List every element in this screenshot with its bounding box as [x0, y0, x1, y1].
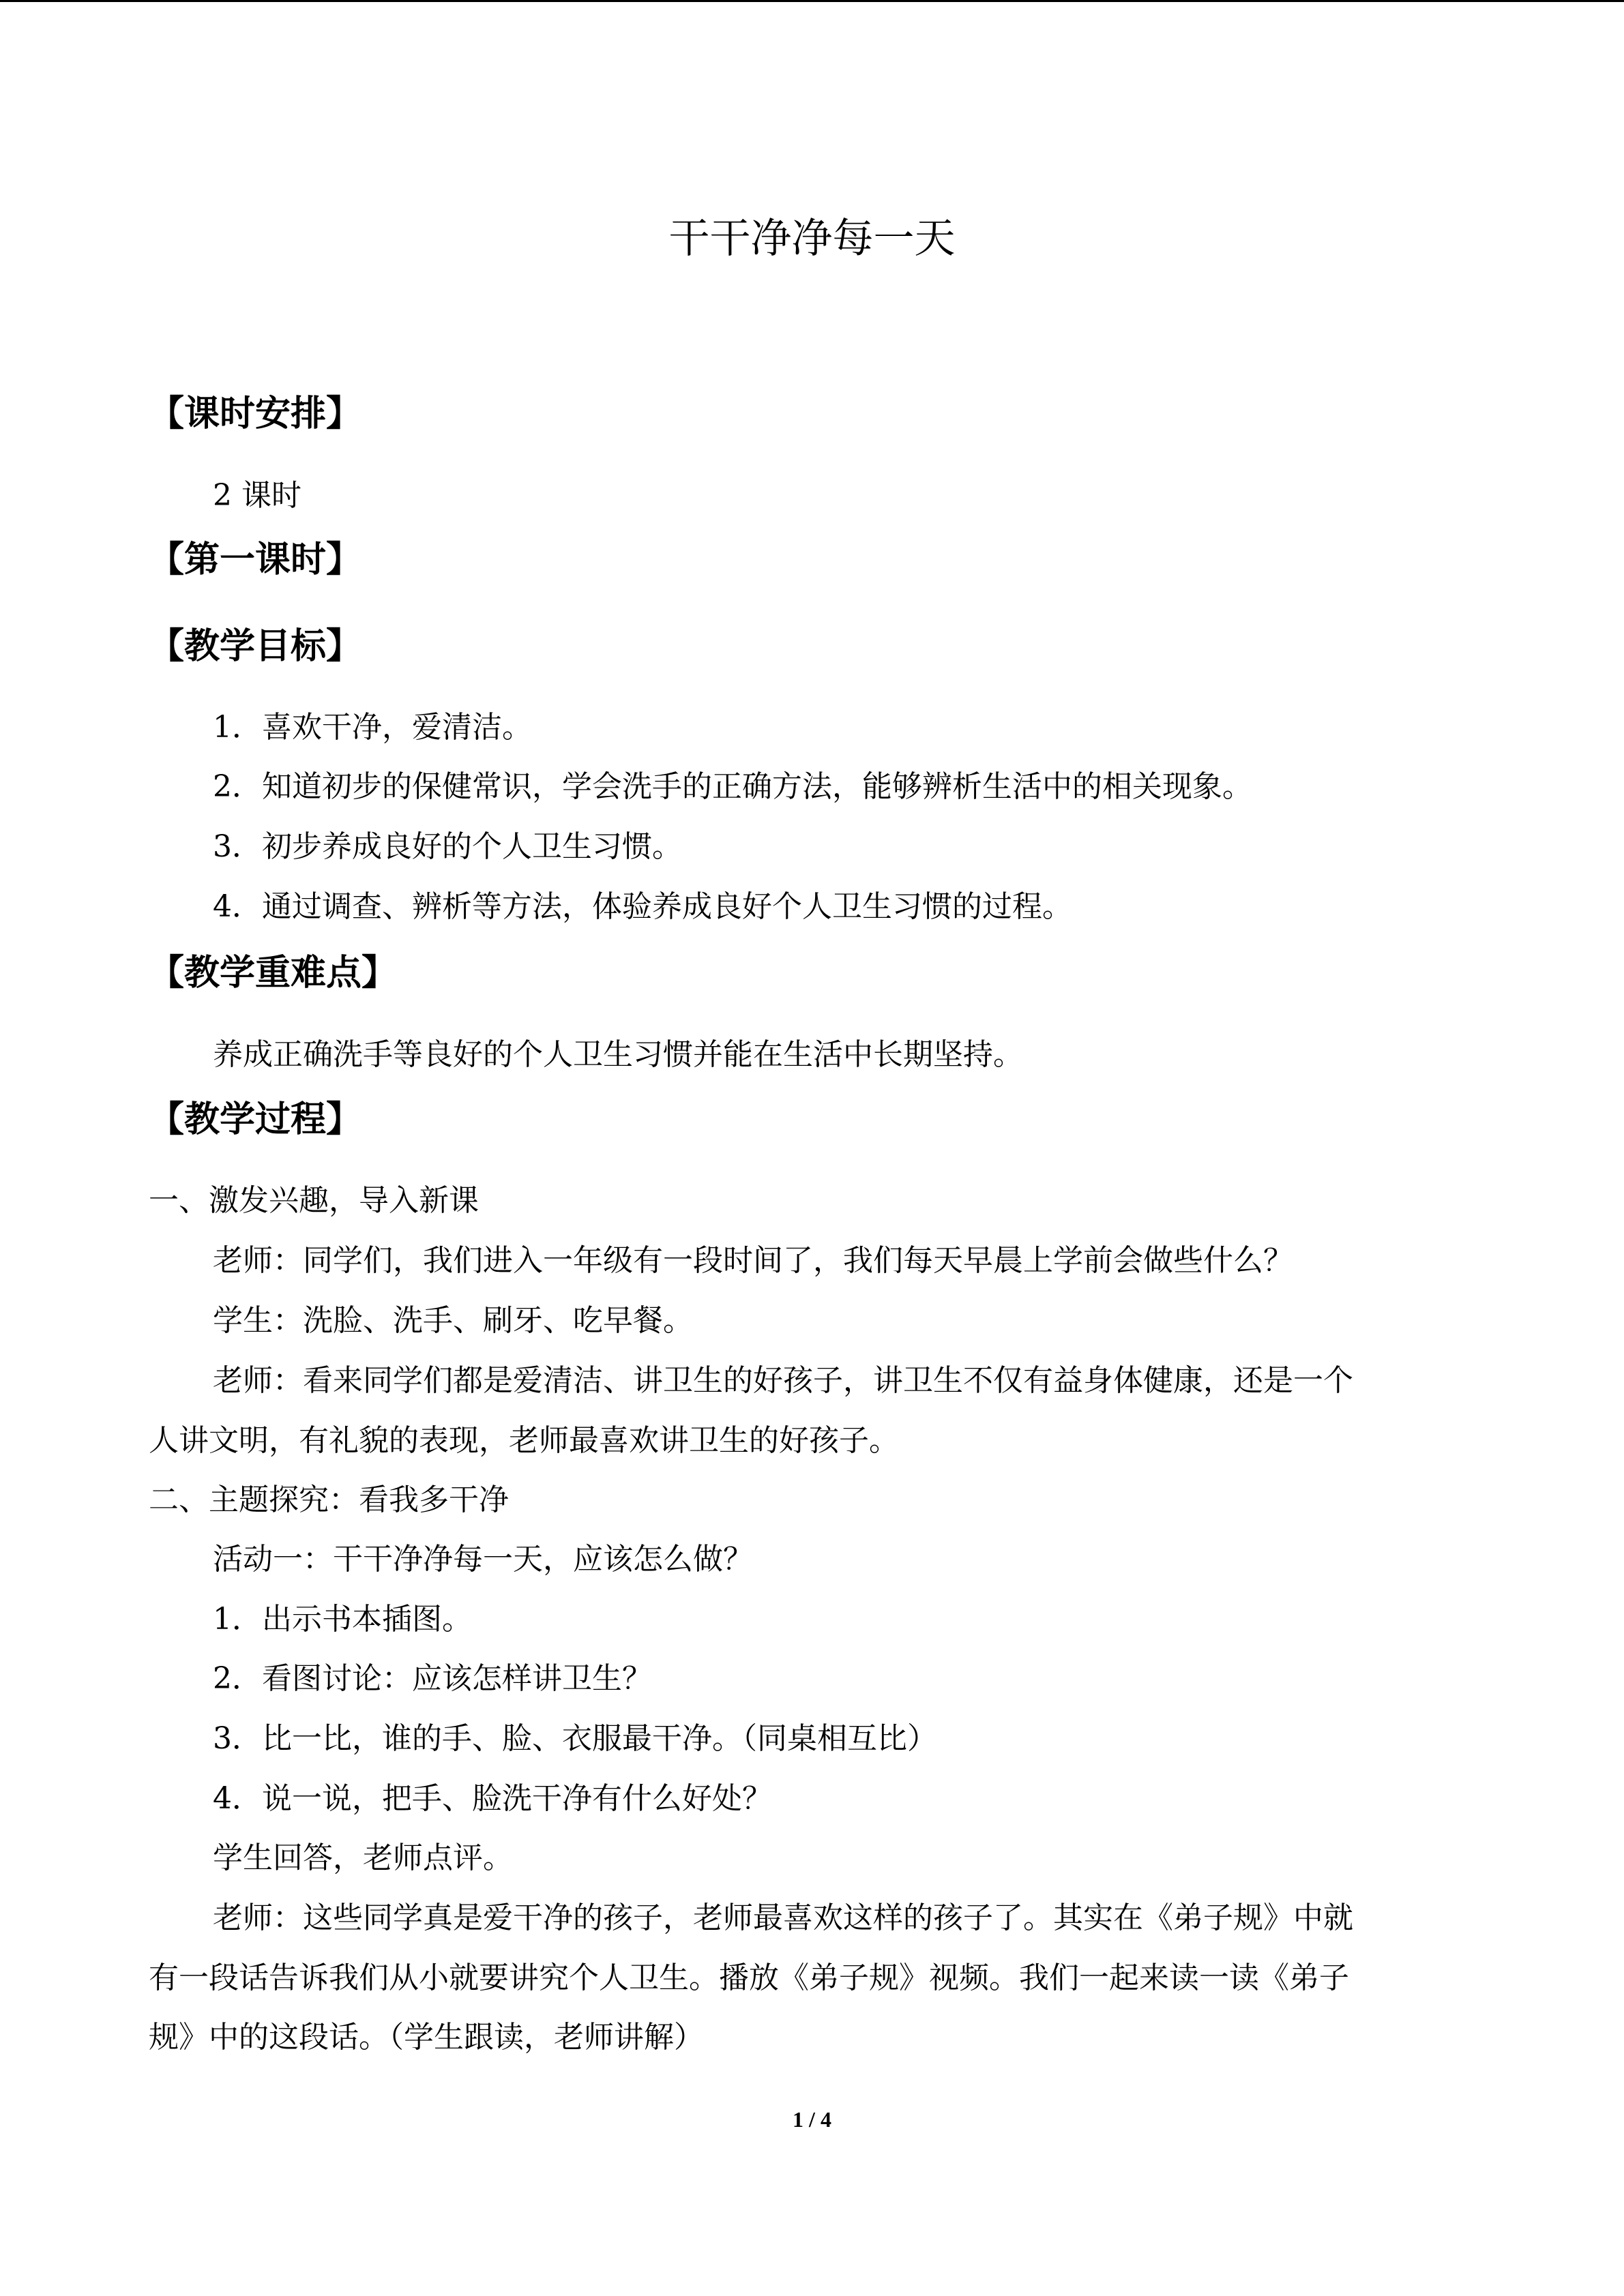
part2-title: 二、主题探究：看我多干净: [149, 1482, 509, 1517]
step-item: 4．说一说，把手、脸洗干净有什么好处？: [213, 1781, 772, 1816]
part1-title: 一、激发兴趣，导入新课: [149, 1183, 479, 1218]
teacher-comment-line2: 人讲文明，有礼貌的表现，老师最喜欢讲卫生的好孩子。: [149, 1423, 899, 1458]
teacher-dizigui-line1: 老师：这些同学真是爱干净的孩子，老师最喜欢这样的孩子了。其实在《弟子规》中就: [213, 1900, 1353, 1935]
document-title: 干干净净每一天: [668, 215, 956, 263]
goal-item: 4．通过调查、辨析等方法，体验养成良好个人卫生习惯的过程。: [213, 889, 1072, 924]
goal-item: 2．知道初步的保健常识，学会洗手的正确方法，能够辨析生活中的相关现象。: [213, 769, 1252, 804]
first-lesson-heading: 【第一课时】: [149, 539, 362, 580]
activity-one: 活动一：干干净净每一天，应该怎么做？: [213, 1542, 753, 1577]
teacher-dizigui-line2: 有一段话告诉我们从小就要讲究个人卫生。播放《弟子规》视频。我们一起来读一读《弟子: [149, 1960, 1349, 1995]
goals-heading: 【教学目标】: [149, 625, 362, 667]
goal-item: 1．喜欢干净，爱清洁。: [213, 710, 532, 745]
schedule-heading: 【课时安排】: [149, 393, 362, 434]
step-item: 1．出示书本插图。: [213, 1602, 472, 1637]
teacher-question: 老师：同学们，我们进入一年级有一段时间了，我们每天早晨上学前会做些什么？: [213, 1243, 1293, 1278]
student-answer: 学生：洗脸、洗手、刷牙、吃早餐。: [213, 1303, 693, 1338]
student-response: 学生回答，老师点评。: [213, 1840, 513, 1875]
page-top-border: [0, 0, 1624, 2]
teacher-comment-line1: 老师：看来同学们都是爱清洁、讲卫生的好孩子，讲卫生不仅有益身体健康，还是一个: [213, 1363, 1353, 1398]
step-item: 3．比一比，谁的手、脸、衣服最干净。（同桌相互比）: [213, 1721, 937, 1756]
schedule-text: 2 课时: [213, 478, 301, 513]
step-item: 2．看图讨论：应该怎样讲卫生？: [213, 1661, 652, 1696]
page-number: 1 / 4: [793, 2107, 831, 2132]
keypoints-text: 养成正确洗手等良好的个人卫生习惯并能在生活中长期坚持。: [213, 1037, 1023, 1072]
teacher-dizigui-line3: 规》中的这段话。（学生跟读，老师讲解）: [149, 2020, 704, 2055]
keypoints-heading: 【教学重难点】: [149, 952, 398, 994]
process-heading: 【教学过程】: [149, 1099, 362, 1140]
goal-item: 3．初步养成良好的个人卫生习惯。: [213, 829, 682, 864]
